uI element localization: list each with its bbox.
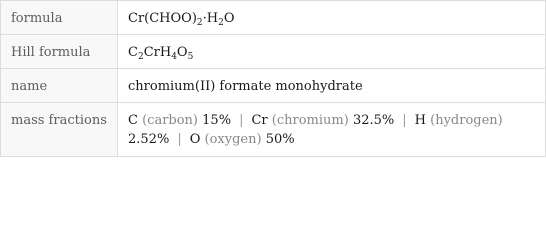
element-name: (carbon) <box>142 113 199 128</box>
element-percent: 50% <box>265 132 295 147</box>
mass-fraction-carbon <box>128 113 231 128</box>
formula-part: Cr(CHOO) <box>128 11 197 26</box>
element-percent: 2.52% <box>128 132 170 147</box>
hill-subscript: 2 <box>137 52 144 62</box>
mass-fractions-value <box>118 103 546 157</box>
element-name: (hydrogen) <box>430 113 503 128</box>
element-percent: 15% <box>202 113 232 128</box>
formula-value <box>118 1 546 35</box>
element-name: (chromium) <box>271 113 349 128</box>
hill-part: O <box>176 45 188 60</box>
table-row <box>1 69 546 103</box>
hill-subscript: 4 <box>171 52 177 62</box>
mass-fraction-hydrogen-element <box>415 113 503 128</box>
hill-part: CrH <box>143 45 172 60</box>
hill-part: C <box>128 45 138 60</box>
separator: | <box>402 113 407 128</box>
table-row <box>1 1 546 35</box>
formula-subscript: 2 <box>196 18 203 28</box>
formula-subscript: 2 <box>218 18 224 28</box>
mass-fraction-hydrogen-percent <box>128 132 169 147</box>
hill-formula-label: Hill formula <box>1 35 118 69</box>
mass-fraction-oxygen <box>190 132 295 147</box>
hill-formula-value <box>118 35 546 69</box>
element-symbol: C <box>128 113 138 128</box>
hill-subscript: 5 <box>187 52 194 62</box>
element-symbol: O <box>189 132 201 147</box>
formula-part: O <box>223 11 235 26</box>
mass-fraction-chromium <box>251 113 394 128</box>
name-label: name <box>1 69 118 103</box>
element-name: (oxygen) <box>204 132 262 147</box>
table-row <box>1 35 546 69</box>
separator: | <box>177 132 182 147</box>
element-symbol: H <box>414 113 426 128</box>
separator: | <box>239 113 244 128</box>
formula-label: formula <box>1 1 118 35</box>
mass-fractions-label: mass fractions <box>1 103 118 157</box>
element-symbol: Cr <box>251 113 268 128</box>
formula-part: ·H <box>202 11 219 26</box>
element-percent: 32.5% <box>352 113 395 128</box>
table-row <box>1 103 546 157</box>
name-value: chromium(II) formate monohydrate <box>118 69 546 103</box>
